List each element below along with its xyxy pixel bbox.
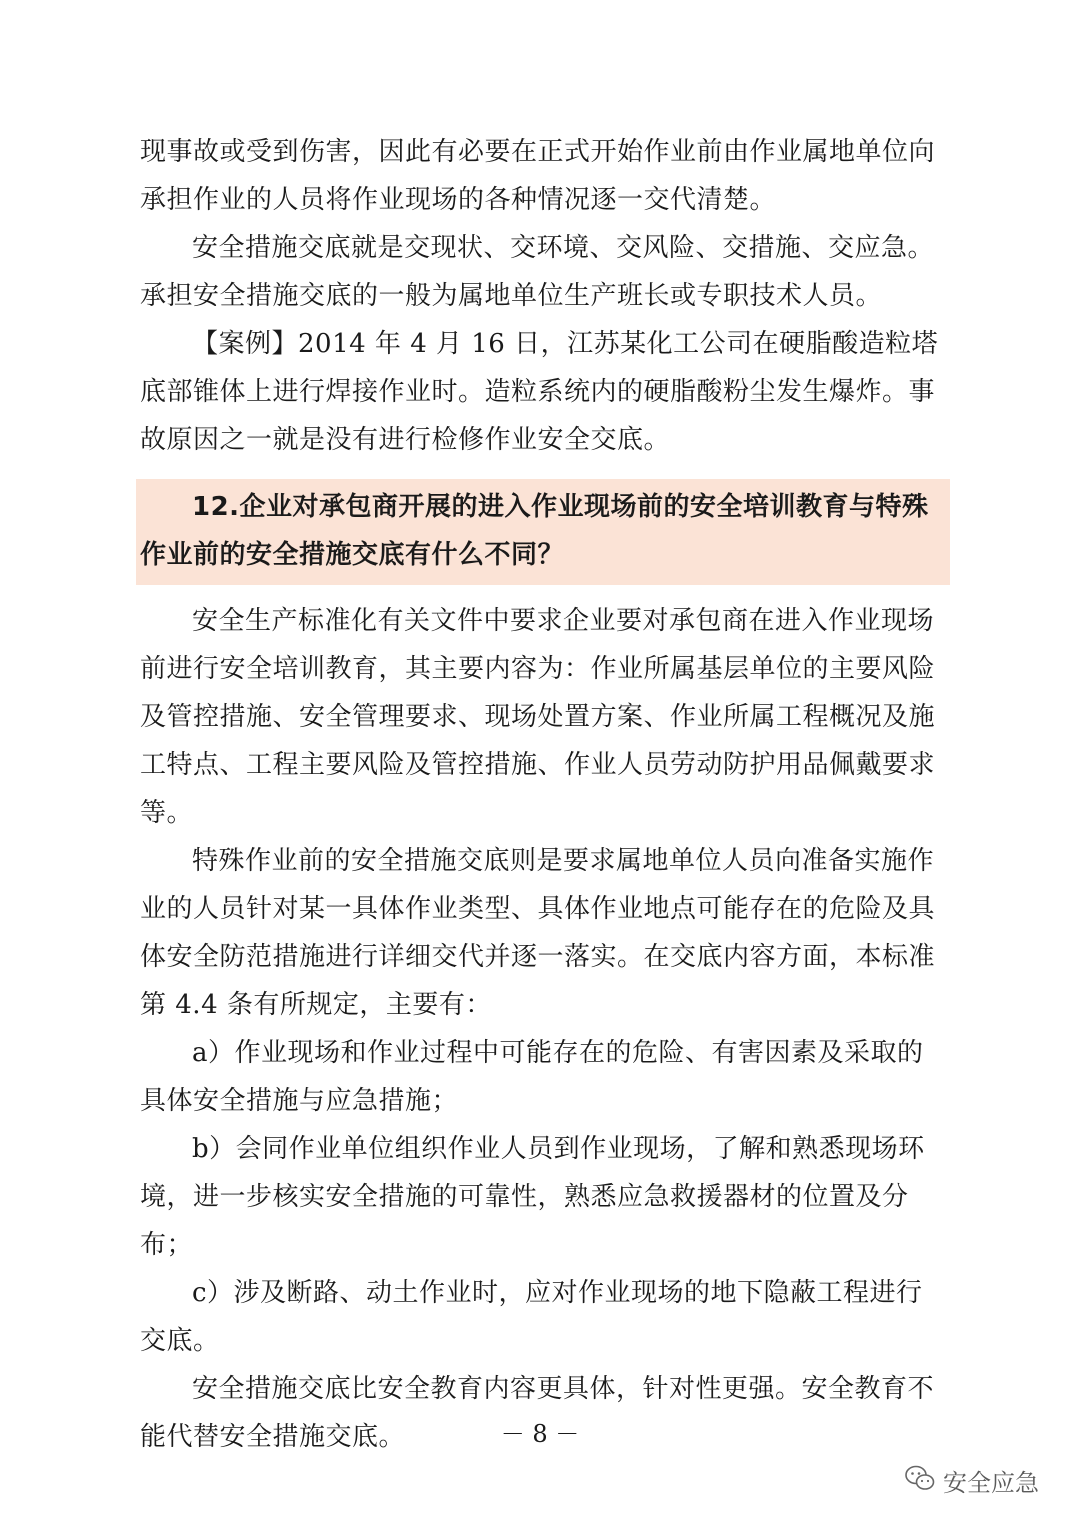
page-number: － 8 － xyxy=(500,1420,580,1448)
answer-paragraph-1: 安全生产标准化有关文件中要求企业要对承包商在进入作业现场前进行安全培训教育，其主要内容为：作业所属基层单位的主要风险及管控措施、安全管理要求、现场处置方案、作业所属工程概况及施工特点、工程主要风险及管控措施、作业人员劳动防护用品佩戴要求等。 xyxy=(140,606,936,828)
question-heading: 12.企业对承包商开展的进入作业现场前的安全培训教育与特殊作业前的安全措施交底有什么不同？ xyxy=(140,492,929,570)
intro-paragraph-1: 现事故或受到伤害，因此有必要在正式开始作业前由作业属地单位向承担作业的人员将作业现场的各种情况逐一交代清楚。 xyxy=(140,137,936,215)
intro-paragraph-2: 安全措施交底就是交现状、交环境、交风险、交措施、交应急。承担安全措施交底的一般为属地单位生产班长或专职技术人员。 xyxy=(140,233,935,311)
list-item-a: a）作业现场和作业过程中可能存在的危险、有害因素及采取的具体安全措施与应急措施； xyxy=(140,1038,924,1116)
case-paragraph: 【案例】2014 年 4 月 16 日，江苏某化工公司在硬脂酸造粒塔底部锥体上进行焊接作业时。造粒系统内的硬脂酸粉尘发生爆炸。事故原因之一就是没有进行检修作业安全交底。 xyxy=(140,329,939,455)
question-heading-box xyxy=(136,479,950,585)
conclusion-paragraph: 安全措施交底比安全教育内容更具体，针对性更强。安全教育不能代替安全措施交底。 xyxy=(140,1374,935,1452)
watermark xyxy=(905,1460,1039,1500)
wechat-icon xyxy=(905,1465,935,1495)
page-content xyxy=(140,128,940,1461)
list-item-b: b）会同作业单位组织作业人员到作业现场，了解和熟悉现场环境，进一步核实安全措施的可靠性，熟悉应急救援器材的位置及分布； xyxy=(140,1134,925,1260)
watermark-text: 安全应急 xyxy=(943,1468,1039,1497)
answer-paragraph-2: 特殊作业前的安全措施交底则是要求属地单位人员向准备实施作业的人员针对某一具体作业类型、具体作业地点可能存在的危险及具体安全防范措施进行详细交代并逐一落实。在交底内容方面，本标准第 4.4 条有所规定，主要有： xyxy=(140,846,936,1020)
list-item-c: c）涉及断路、动土作业时，应对作业现场的地下隐蔽工程进行交底。 xyxy=(140,1278,923,1356)
